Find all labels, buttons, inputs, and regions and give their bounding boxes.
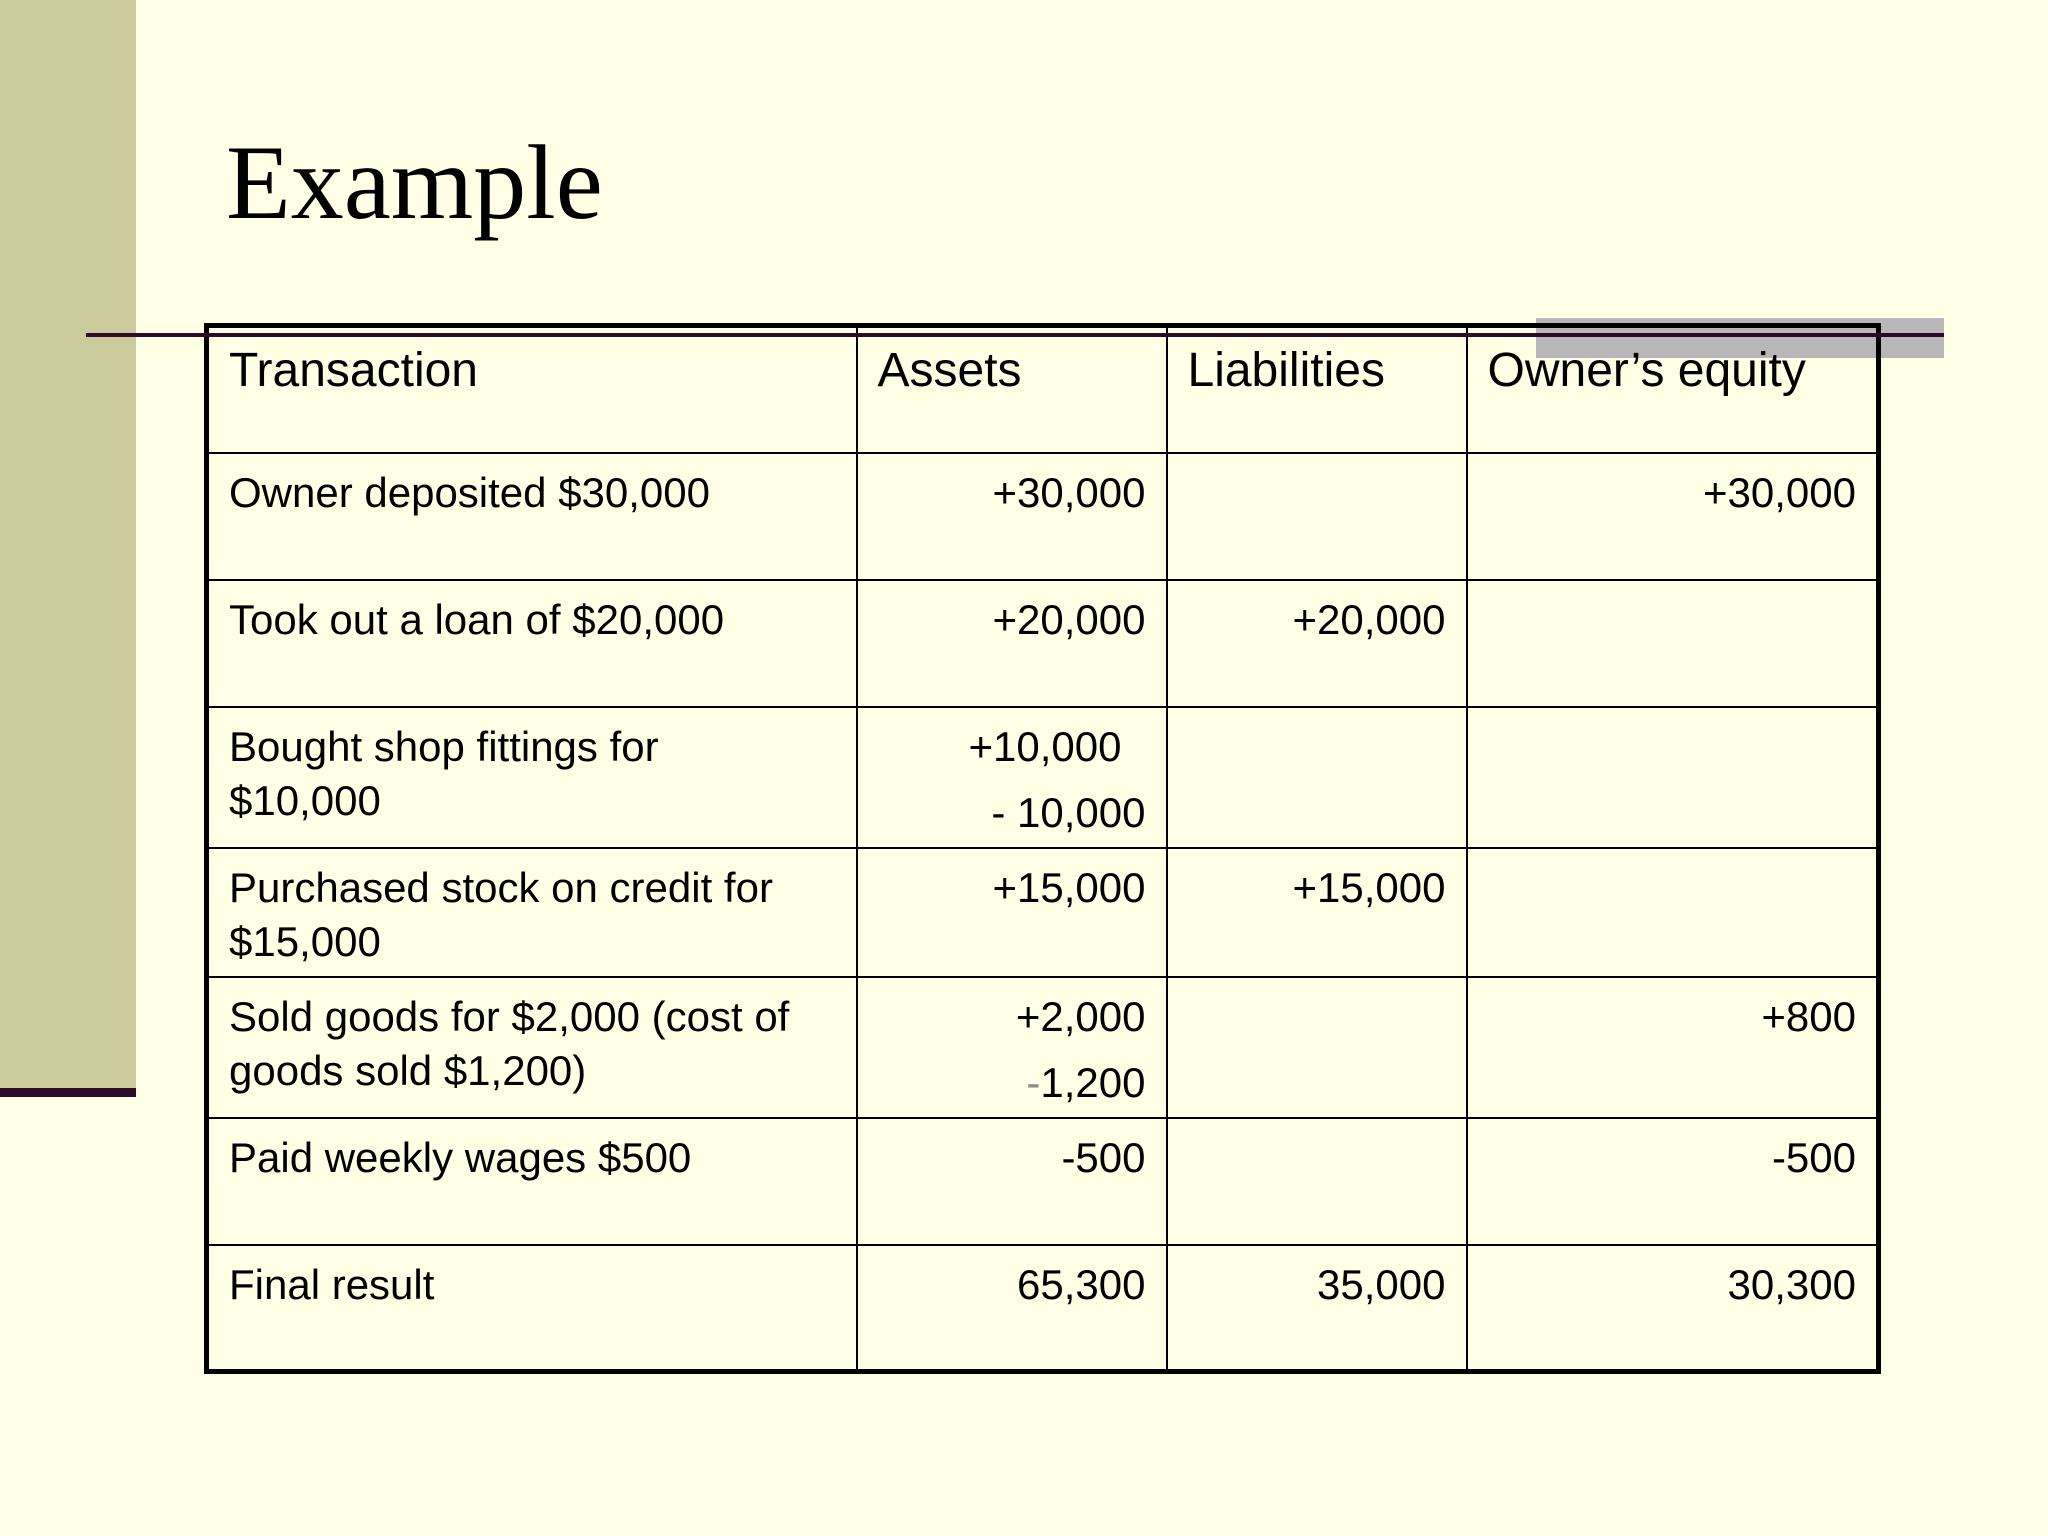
decorative-horizontal-line bbox=[86, 333, 1944, 337]
cell-liabilities bbox=[1167, 453, 1467, 580]
table-header-row bbox=[207, 326, 1879, 453]
cell-transaction bbox=[207, 707, 857, 848]
cell-assets-line: +10,000 bbox=[968, 722, 1122, 770]
cell-assets bbox=[857, 977, 1167, 1118]
cell-transaction-line: goods sold $1,200) bbox=[229, 1046, 587, 1094]
minus-sign: - bbox=[1026, 1058, 1041, 1106]
cell-owners-equity: +800 bbox=[1467, 977, 1879, 1118]
cell-assets-value: 1,200 bbox=[1040, 1058, 1146, 1106]
cell-assets: +20,000 bbox=[857, 580, 1167, 707]
table-row bbox=[207, 453, 1879, 580]
cell-transaction-line: Purchased stock on credit for bbox=[229, 863, 773, 911]
table-row bbox=[207, 848, 1879, 977]
cell-assets: +30,000 bbox=[857, 453, 1167, 580]
side-accent-underline bbox=[0, 1088, 136, 1097]
table-row-final-result bbox=[207, 1245, 1879, 1372]
cell-assets-line: - 10,000 bbox=[991, 788, 1146, 836]
cell-transaction: Paid weekly wages $500 bbox=[207, 1118, 857, 1245]
cell-assets: 65,300 bbox=[857, 1245, 1167, 1372]
cell-owners-equity: 30,300 bbox=[1467, 1245, 1879, 1372]
cell-transaction-line: Bought shop fittings for bbox=[229, 722, 659, 770]
cell-assets-line bbox=[878, 1056, 1146, 1110]
cell-assets: -500 bbox=[857, 1118, 1167, 1245]
cell-assets: +15,000 bbox=[857, 848, 1167, 977]
cell-transaction bbox=[207, 977, 857, 1118]
cell-owners-equity bbox=[1467, 707, 1879, 848]
cell-liabilities: 35,000 bbox=[1167, 1245, 1467, 1372]
header-assets: Assets bbox=[857, 326, 1167, 453]
cell-liabilities bbox=[1167, 1118, 1467, 1245]
cell-transaction-line: $10,000 bbox=[229, 776, 381, 824]
cell-transaction: Took out a loan of $20,000 bbox=[207, 580, 857, 707]
table-row bbox=[207, 580, 1879, 707]
cell-transaction-line: Sold goods for $2,000 (cost of bbox=[229, 992, 790, 1040]
header-liabilities: Liabilities bbox=[1167, 326, 1467, 453]
cell-owners-equity bbox=[1467, 580, 1879, 707]
table-row bbox=[207, 1118, 1879, 1245]
cell-liabilities: +20,000 bbox=[1167, 580, 1467, 707]
cell-liabilities bbox=[1167, 707, 1467, 848]
header-owners-equity: Owner’s equity bbox=[1467, 326, 1879, 453]
header-transaction: Transaction bbox=[207, 326, 857, 453]
cell-owners-equity: -500 bbox=[1467, 1118, 1879, 1245]
slide-title: Example bbox=[226, 124, 603, 241]
cell-transaction: Final result bbox=[207, 1245, 857, 1372]
cell-transaction bbox=[207, 848, 857, 977]
cell-transaction-line: $15,000 bbox=[229, 917, 381, 965]
table-row bbox=[207, 977, 1879, 1118]
cell-liabilities bbox=[1167, 977, 1467, 1118]
cell-owners-equity: +30,000 bbox=[1467, 453, 1879, 580]
cell-transaction: Owner deposited $30,000 bbox=[207, 453, 857, 580]
cell-assets bbox=[857, 707, 1167, 848]
side-accent-bar bbox=[0, 0, 136, 1088]
cell-assets-line: +2,000 bbox=[1015, 992, 1146, 1040]
table-row bbox=[207, 707, 1879, 848]
cell-owners-equity bbox=[1467, 848, 1879, 977]
accounting-equation-table bbox=[204, 323, 1881, 1374]
cell-liabilities: +15,000 bbox=[1167, 848, 1467, 977]
